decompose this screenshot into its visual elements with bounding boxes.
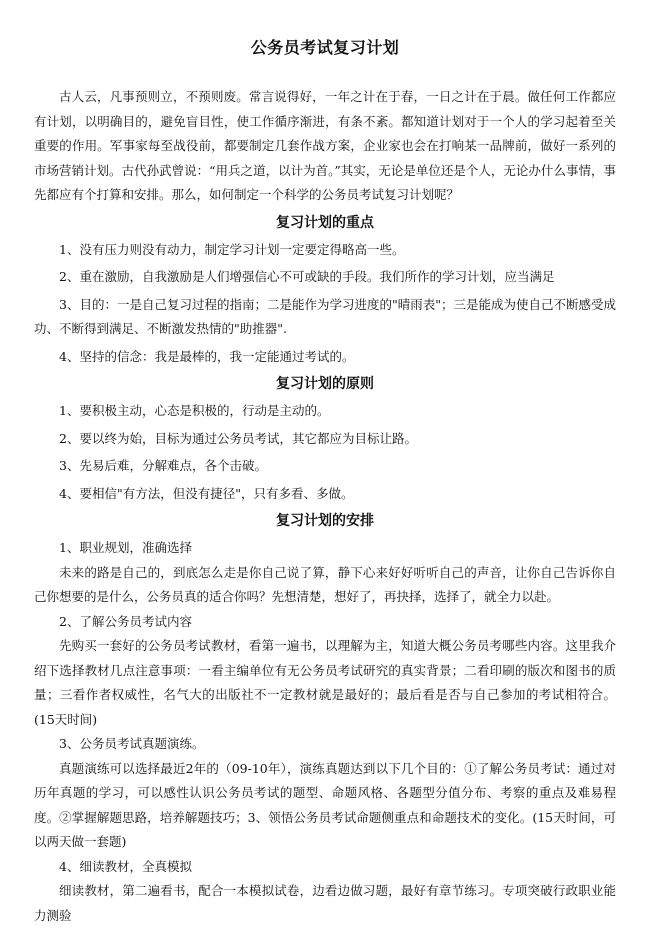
list-item: 2、要以终为始，目标为通过公务员考试，其它都应为目标让路。 [59, 430, 417, 446]
list-item: 4、要相信"有方法，但没有捷径"，只有多看、多做。 [59, 485, 354, 501]
body-paragraph: 真题演练可以选择最近2年的（09-10年），演练真题达到以下几个目的：①了解公务员考试：通过对历年真题的学习，可以感性认识公务员考试的题型、命题风格、各题型分值分布、考察的重点及难易程度。②掌握解题思路，培养解题技巧；3、领悟公务员考试命题侧重点和命题技术的变化。(15天时间，可以两天做一套题) [34, 760, 616, 849]
body-paragraph: 未来的路是自己的，到底怎么走是你自己说了算，静下心来好好听听自己的声音，让你自己告诉你自己你想要的是什么，公务员真的适合你吗？先想清楚，想好了，再抉择，选择了，就全力以赴。 [34, 564, 616, 604]
document-title: 公务员考试复习计划 [250, 38, 400, 57]
body-paragraph: 先购买一套好的公务员考试教材，看第一遍书，以理解为主，知道大概公务员考哪些内容。这里我介绍下选择教材几点注意事项：一看主编单位有无公务员考试研究的真实背景；二看印刷的版次和图书的质量；三看作者权威性，名气大的出版社不一定教材就是最好的；最后看是否与自己参加的考试相符合。(15天时间) [34, 638, 616, 727]
section-heading-arrangement: 复习计划的安排 [276, 513, 374, 529]
list-item: 2、重在激励，自我激励是人们增强信心不可或缺的手段。我们所作的学习计划，应当满足 [59, 269, 555, 284]
body-paragraph: 细读教材，第二遍看书，配合一本模拟试卷，边看边做习题，最好有章节练习。专项突破行政职业能力测验 [34, 883, 616, 923]
list-item: 3、目的：一是自己复习过程的指南；二是能作为学习进度的"晴雨表"；三是能成为使自己不断感受成功、不断得到满足、不断激发热情的"助推器". [34, 296, 616, 336]
section-heading-principles: 复习计划的原则 [276, 376, 374, 392]
subheading-mock-exams: 4、细读教材，全真模拟 [59, 858, 192, 874]
subheading-exam-content: 2、了解公务员考试内容 [59, 613, 192, 629]
list-item: 4、坚持的信念：我是最棒的，我一定能通过考试的。 [59, 348, 355, 364]
list-item: 1、要积极主动，心态是积极的，行动是主动的。 [59, 403, 330, 418]
intro-paragraph: 古人云，凡事预则立，不预则废。常言说得好，一年之计在于春，一日之计在于晨。做任何工作都应有计划，以明确目的，避免盲目性，使工作循序渐进，有条不紊。都知道计划对于一个人的学习起着至关重要的作用。军事家每至战役前，都要制定几套作战方案，企业家也会在打响某一品牌前，做好一系列的市场营销计划。古代孙武曾说：“用兵之道，以计为首。”其实，无论是单位还是个人，无论办什么事情，事先都应有个打算和安排。那么，如何制定一个科学的公务员考试复习计划呢？ [34, 89, 616, 202]
list-item: 1、没有压力则没有动力，制定学习计划一定要定得略高一些。 [59, 241, 405, 257]
section-heading-focus: 复习计划的重点 [276, 214, 374, 231]
list-item: 3、先易后难，分解难点，各个击破。 [59, 458, 267, 473]
subheading-career-planning: 1、职业规划，准确选择 [59, 540, 192, 555]
subheading-past-papers: 3、公务员考试真题演练。 [59, 736, 205, 751]
